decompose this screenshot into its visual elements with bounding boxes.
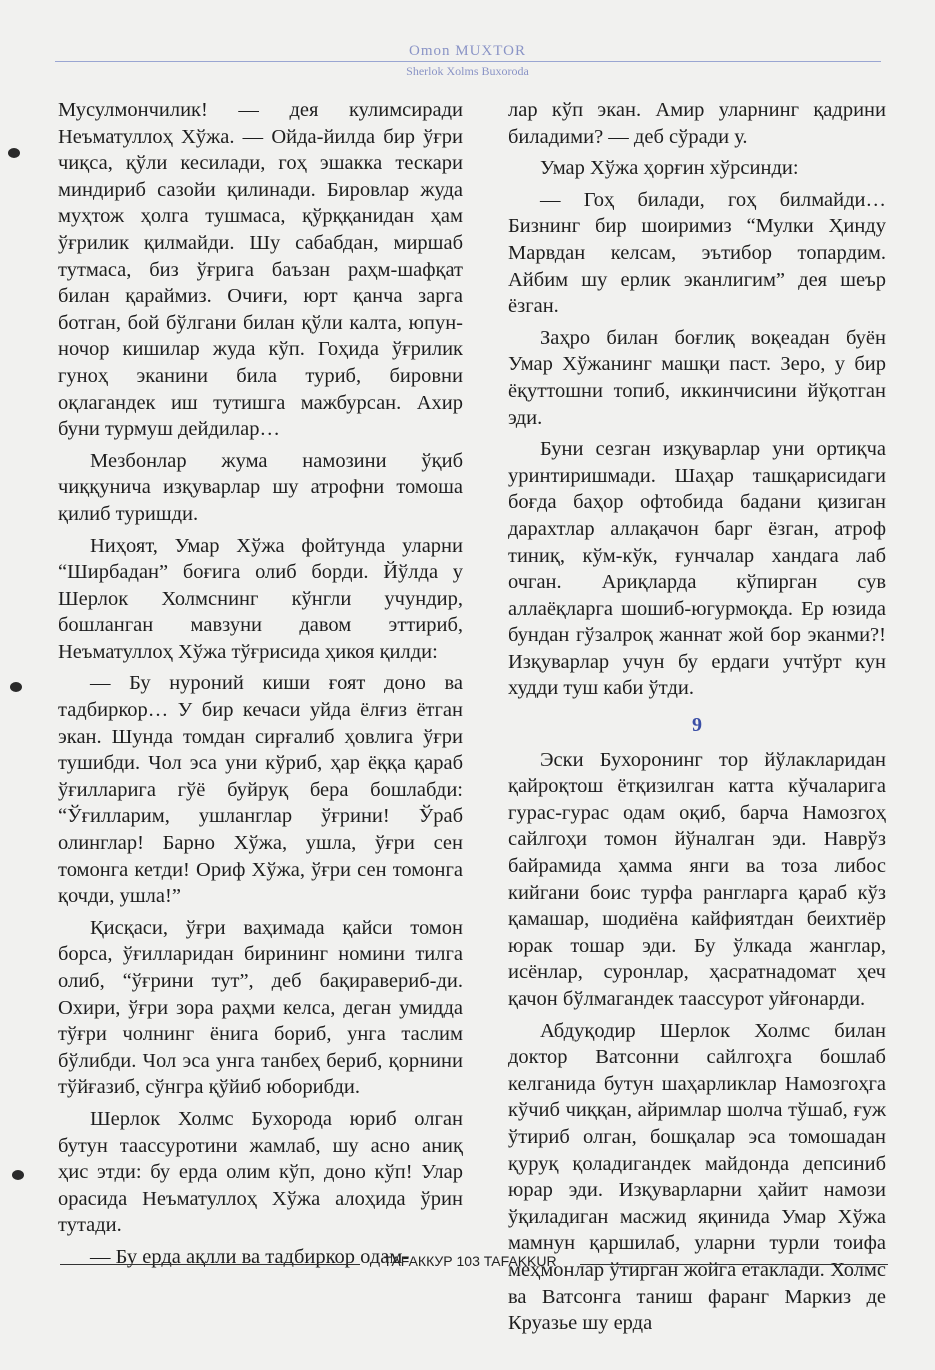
chapter-number: 9 [692, 714, 702, 737]
left-column [58, 97, 463, 1276]
paragraph: Абдуқодир Шерлок Холмс билан доктор Ватсонни сайлгоҳга бошлаб келганида бутун шаҳарликлар Намозгоҳга кўчиб чиққан, айримлар шолча тўшаб, ғуж ўтириб олган, бошқалар эса томошадан қуруқ қоладигандек майдонда депсиниб юрар эди. Изқуварларни ҳайит намози ўқиладиган масжид яқинида Умар Хўжа мамнун қаршилаб, уларни турли тоифа меҳмонлар ўтирган жойга етаклади. Холмс ва Ватсонга таниш фаранг Маркиз де Круазье шу ерда [508, 1019, 886, 1335]
footer-page-label: ТАFAККУР 103 TAFAKKUR [383, 1253, 557, 1269]
footer-rule-right [580, 1264, 888, 1265]
paragraph: лар кўп экан. Амир уларнинг қадрини биладими? — деб сўради у. [508, 99, 886, 148]
page-footer [0, 1245, 935, 1285]
right-column [508, 97, 886, 1342]
header-divider [55, 61, 881, 62]
footer-rule-left [60, 1264, 360, 1265]
punch-hole-mark [12, 1170, 24, 1180]
paragraph: Эски Бухоронинг тор йўлакларидан қайроқтош ётқизилган катта кўчаларига гурас-гурас одам оқиб, барча Намозгоҳ сайлгоҳи томон йўналган эди. Наврўз байрамида ҳамма янги ва тоза либос кийгани боис турфа рангларга қараб кўз қамашар, шодиёна кайфиятдан беихтиёр юрак тошар эди. Бу ўлкада жанглар, исёнлар, суронлар, ҳасратнадомат ҳеч қачон бўлмагандек таассурот уйғонарди. [508, 748, 886, 1010]
paragraph: Мезбонлар жума намозини ўқиб чиққунича изқуварлар шу атрофни томоша қилиб туришди. [58, 449, 463, 525]
running-head-title: Sherlok Xolms Buxoroda [406, 64, 529, 78]
punch-hole-mark [8, 148, 20, 158]
paragraph: Шерлок Холмс Бухорода юриб олган бутун таассуротини жамлаб, шу асно аниқ ҳис этди: бу ерда олим кўп, доно кўп! Улар орасида Неъматуллоҳ Хўжа алоҳида ўрин тутади. [58, 1107, 463, 1237]
paragraph: Ниҳоят, Умар Хўжа фойтунда уларни “Ширбадан” боғига олиб борди. Йўлда у Шерлок Холмснинг кўнгли учундир, бошланган мавзуни давом эттириб, Неъматуллоҳ Хўжа тўғрисида ҳикоя қилди: [58, 534, 463, 663]
paragraph: Қисқаси, ўғри ваҳимада қайси томон борса, ўғилларидан бирининг номини тилга олиб, “ўғрини тут”, деб бақиравериб-ди. Охири, ўғри зора раҳми келса, деган умидда тўғри чолнинг ёнига бориб, унга таслим бўлибди. Чол эса унга танбеҳ бериб, қорнини тўйғазиб, сўнгра қўйиб юборибди. [58, 916, 463, 1099]
running-head-author: Omon MUXTOR [409, 43, 526, 59]
punch-hole-mark [10, 682, 22, 692]
paragraph: — Бу нуроний киши ғоят доно ва тадбиркор… У бир кечаси уйда ёлғиз ётган экан. Шунда томдан сирғалиб ҳовлига ўғри тушибди. Чол эса уни кўриб, ҳар ёққа қараб ўғилларига гўё буйруқ бера бошлабди: “Ўғилларим, ушланглар ўғрини! Ўраб олинглар! Барно Хўжа, ушла, ўғри сен томонга кетди! Ориф Хўжа, ўғри сен томонга қочди, ушла!” [58, 672, 463, 908]
paragraph: Умар Хўжа ҳорғин хўрсинди: [540, 157, 799, 180]
paragraph: — Гоҳ билади, гоҳ билмайди… Бизнинг бир шоиримиз “Мулки Ҳинду Марвдан келсам, эътибор топардим. Айбим шу ерлик эканлигим” дея шеър ёзган. [508, 188, 886, 318]
paragraph: Буни сезган изқуварлар уни ортиқча уринтиришмади. Шаҳар ташқарисидаги боғда баҳор офтобида бадани қизиган дарахтлар аллақачон барг ёзган, атроф тиниқ, кўм-кўк, ғунчалар хандага лаб очган. Ариқларда кўпирган сув аллаёқларга шошиб-югурмоқда. Ер юзида бундан гўзалроқ жаннат жой бор эканми?! Изқуварлар учун бу ердаги учтўрт кун худди туш каби ўтди. [508, 438, 886, 700]
paragraph: — Бу ерда ақлли ва тадбиркор одам- [90, 1245, 410, 1268]
paragraph: Мусулмончилик! — дея кулимсиради Неъматуллоҳ Хўжа. — Ойда-йилда бир ўғри чиқса, қўли кесилади, гоҳ эшакка тескари миндириб сазойи қилинади. Бировлар жуда муҳтож ҳолга тушмаса, қўрққанидан ҳам ўғрилик қилмайди. Шу сабабдан, миршаб тутмаса, биз ўғрига баъзан раҳм-шафқат билан қараймиз. Очиғи, юрт қанча зарга ботган, бой бўлгани билан қўли калта, юпун-ночор кишилар жуда кўп. Гоҳида ўғрилик гуноҳ эканини била туриб, бировни оқлагандек иш тутишга мажбурсан. Ахир буни турмуш дейдилар… [58, 99, 463, 441]
paragraph: Заҳро билан боғлиқ воқеадан буён Умар Хўжанинг машқи паст. Зеро, у бир ёқуттошни топиб, иккинчисини йўқотган эди. [508, 326, 886, 429]
page-header [0, 0, 935, 90]
